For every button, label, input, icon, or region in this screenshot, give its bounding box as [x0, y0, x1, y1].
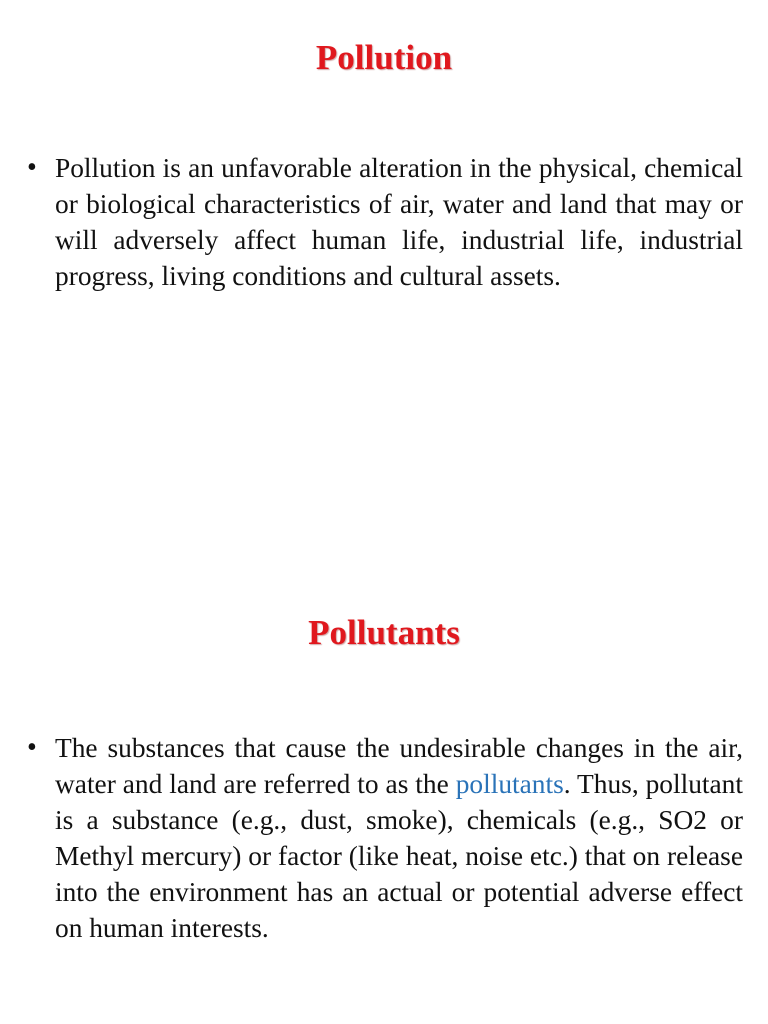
bullet-dot: • [27, 152, 37, 183]
pollution-definition-text: Pollution is an unfavorable alteration in the physical, chemical or biological characteristics of air, water and land that may or will adversely affect human life, industrial life, industrial progress, living conditions and cultural assets. [55, 153, 743, 291]
definition-bullet-pollution [27, 150, 743, 294]
pollutants-definition-text [55, 730, 743, 946]
definition-bullet-pollutants [27, 730, 743, 946]
section-title-pollutants: Pollutants [308, 613, 460, 652]
pollutants-text-before: The substances that cause the undesirable changes in the air, water and land are referred to as the [55, 733, 743, 799]
pollutants-highlight-link[interactable]: pollutants [455, 769, 564, 799]
section-title-pollution: Pollution [315, 38, 453, 77]
pollutants-text-after: . Thus, pollutant is a substance (e.g., dust, smoke), chemicals (e.g., SO2 or Methyl mercury) or factor (like heat, noise etc.) that on release into the environment has an actual or potential adverse effect on human interests. [55, 769, 743, 943]
bullet-dot: • [27, 732, 37, 763]
